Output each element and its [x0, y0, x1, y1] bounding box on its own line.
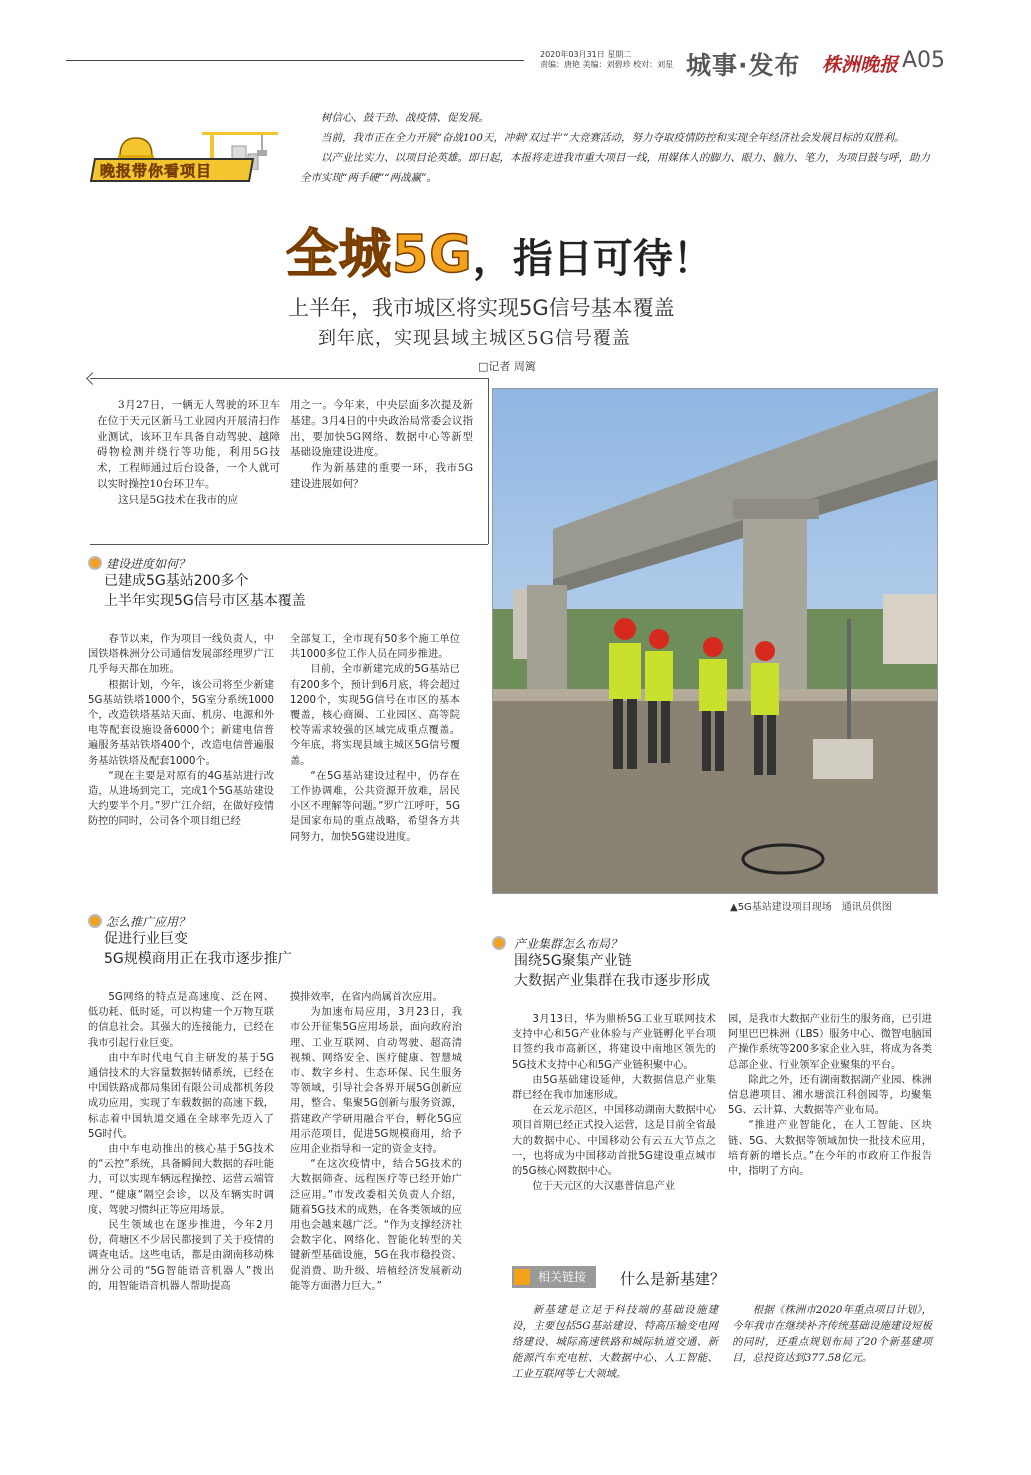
section3-title-2: 大数据产业集群在我市逐步形成: [514, 973, 710, 989]
subheadline-1: 上半年，我市城区将实现5G信号基本覆盖: [288, 296, 675, 320]
intro-paragraph: 以产业比实力、以项目论英雄。即日起，本报将走进我市重大项目一线，用媒体人的脚力、眼力、脑力、笔力，为项目鼓与呼，助力全市实现“两手硬”“两战赢”。: [300, 152, 930, 184]
byline: □记者 周篱: [478, 360, 536, 373]
paper-logo: 株洲晚报: [822, 54, 899, 76]
section2-title-1: 促进行业巨变: [104, 931, 188, 947]
body-paragraph: 3月13日，华为鼎桥5G工业互联网技术支持中心和5G产业体验与产业链孵化平台项目签约我市高新区，将建设中南地区领先的5G技术支持中心和5G产业链积聚中心。: [512, 1014, 716, 1071]
lead-paragraph: 3月27日，一辆无人驾驶的环卫车在位于天元区新马工业园内开展清扫作业测试，该环卫车具备自动驾驶、越障碍物检测并绕行等功能，利用5G技术，工程师通过后台设备，一个人就可以实时操控10台环卫车。: [97, 399, 280, 490]
page-number: A05: [902, 48, 946, 73]
section2-title-2: 5G规模商用正在我市逐步推广: [104, 951, 292, 967]
intro-paragraph: 树信心、鼓干劲、战疫情、促发展。: [321, 112, 489, 124]
related-paragraph: 新基建是立足于科技端的基础设施建设，主要包括5G基站建设、特高压输变电网络建设、城际高速铁路和城际轨道交通、新能源汽车充电桩、大数据中心、人工智能、工业互联网等七大领域。: [512, 1304, 718, 1380]
section2-column-1: [88, 990, 274, 1294]
section2-column-2: [290, 990, 462, 1294]
main-headline: [286, 212, 713, 287]
column-badge: [92, 120, 282, 186]
body-paragraph: 在云龙示范区，中国移动湖南大数据中心项目首期已经正式投入运营，这是目前全省最大的数据中心、中国移动公有云五大节点之一，也将成为中国移动首批5G建设重点城市的5G核心网数据中心。: [512, 1105, 716, 1178]
body-paragraph: 摸排效率，在省内尚属首次应用。: [290, 992, 443, 1003]
section3-title-1: 围绕5G聚集产业链: [514, 953, 632, 969]
body-paragraph: 根据计划，今年，该公司将至少新建5G基站铁塔1000个，5G室分系统1000个，改造铁塔基站天面、机房、电源和外电等配套设施设备6000个；新建电信普遍服务基站铁塔400个，改造电信普遍服务基站铁塔及配套1000个。: [88, 679, 274, 767]
related-column-1: [512, 1302, 718, 1382]
body-paragraph: 由中车电动推出的核心基于5G技术的“云控”系统，具备瞬间大数据的吞吐能力，可以实现车辆远程操控、运营云端管理、“健康”隔空会诊，以及车辆实时调度、驾驶习惯纠正等应用场景。: [88, 1144, 274, 1216]
editors-line: 责编：唐艳 美编：刘碧珍 校对：刘星: [540, 60, 674, 69]
body-paragraph: 园，是我市大数据产业衍生的服务商，已引进阿里巴巴株洲（LBS）服务中心、微智电脑国产操作系统等200多家企业入驻，将成为各类总部企业、行业领军企业聚集的平台。: [728, 1014, 932, 1071]
body-paragraph: 由5G基础建设延伸，大数据信息产业集群已经在我市加速形成。: [512, 1074, 716, 1102]
section3-question: 产业集群怎么布局？: [514, 937, 623, 951]
related-column-2: [732, 1302, 932, 1366]
construction-photo: [492, 388, 938, 894]
body-paragraph: 为加速布局应用，3月23日，我市公开征集5G应用场景，面向政府治理、工业互联网、自动驾驶、超高清视频、网络安全、医疗健康、智慧城市、数字乡村、生态环保、民生服务等领域，引导社会各界开展5G创新应用，整合、集聚5G创新与服务资源，搭建政产学研用融合平台，孵化5G应用示范项目，促进5G规模商用，给予应用企业指导和一定的资金支持。: [290, 1007, 462, 1156]
intro-paragraph: 当前，我市正在全力开展“奋战100天，冲刺‘双过半’”大竞赛活动，努力夺取疫情防控和实现全年经济社会发展目标的双胜利。: [321, 132, 905, 144]
masthead-meta: [540, 50, 680, 70]
section-name: 城事·发布: [686, 51, 801, 80]
section3-column-2: [728, 1012, 932, 1179]
lead-paragraph: 这只是5G技术在我市的应: [118, 493, 239, 506]
headline-rest: ，指日可待！: [472, 236, 713, 282]
body-paragraph: 全部复工，全市现有50多个施工单位共1000多位工作人员在同步推进。: [290, 634, 460, 661]
helmet-icon: [118, 134, 154, 160]
section1-column-1: [88, 632, 274, 830]
photo-illustration: [493, 389, 938, 894]
body-paragraph: 民生领域也在逐步推进，今年2月份，荷塘区不少居民都接到了关于疫情的调查电话。这些电话，都是由湖南移动株洲分公司的“5G智能语音机器人”拨出的，用智能语音机器人帮助提高: [88, 1220, 274, 1292]
lead-column-1: [97, 398, 280, 509]
lead-box-top-rule: [90, 378, 488, 379]
lead-box-bottom-rule: [90, 544, 488, 545]
lead-box-right-rule: [488, 378, 489, 544]
headline-big: 全城5G: [286, 225, 473, 285]
arrow-down-right-icon: [514, 1269, 530, 1285]
subheadline-2: 到年底，实现县域主城区5G信号覆盖: [318, 328, 631, 349]
badge-text: 晚报带你看项目: [100, 162, 213, 180]
related-paragraph: 根据《株洲市2020年重点项目计划》，今年我市在继续补齐传统基础设施建设短板的同时，还重点规划布局了20个新基建项目，总投资达到377.58亿元。: [732, 1304, 932, 1364]
photo-caption: ▲5G基站建设项目现场 通讯员供图: [730, 902, 892, 913]
section1-title-2: 上半年实现5G信号市区基本覆盖: [104, 593, 306, 609]
section1-title-1: 已建成5G基站200多个: [104, 573, 249, 589]
header-rule: [66, 60, 524, 61]
body-paragraph: “现在主要是对原有的4G基站进行改造，从进场到完工，完成1个5G基站建设大约要半个月。”罗广江介绍，在做好疫情防控的同时，公司各个项目组已经: [88, 770, 274, 828]
section-bullet-icon: [492, 936, 506, 950]
section1-question: 建设进度如何？: [106, 557, 191, 571]
lead-column-2: [290, 398, 473, 493]
section3-column-1: [512, 1012, 716, 1194]
section1-column-2: [290, 632, 460, 845]
lead-paragraph: 用之一。今年来，中央层面多次提及新基建。3月4日的中央政治局常委会议指出，要加快5G网络、数据中心等新型基础设施建设进度。: [290, 399, 473, 459]
arrow-left-icon: [86, 372, 99, 385]
body-paragraph: 由中车时代电气自主研发的基于5G通信技术的大容量数据转储系统，已经在中国铁路成都局集团有限公司成都机务段成功应用，实现了车载数据的高速下载，标志着中国轨道交通在全球率先迈入了5G时代。: [88, 1052, 274, 1140]
section-bullet-icon: [88, 556, 102, 570]
body-paragraph: “在这次疫情中，结合5G技术的大数据筛查、远程医疗等已经开始广泛应用。”市发改委相关负责人介绍，随着5G技术的成熟，在各类领域的应用也会越来越广泛。“作为支撑经济社会数字化、网络化、智能化转型的关键新型基础设施，5G在我市稳投资、促消费、助升级、培植经济发展新动能等方面潜力巨大。”: [290, 1159, 462, 1292]
related-link-tag: 相关链接: [512, 1266, 596, 1288]
body-paragraph: 春节以来，作为项目一线负责人，中国铁塔株洲分公司通信发展部经理罗广江几乎每天都在加班。: [88, 634, 274, 676]
body-paragraph: “在5G基站建设过程中，仍存在工作协调难，公共资源开放难，居民小区不理解等问题。”罗广江呼吁，5G是国家布局的重点战略，希望各方共同努力，加快5G建设进度。: [290, 770, 460, 843]
lead-paragraph: 作为新基建的重要一环，我市5G建设进展如何？: [290, 462, 473, 490]
section2-question: 怎么推广应用？: [106, 915, 191, 929]
body-paragraph: 位于天元区的大汉惠普信息产业: [532, 1181, 676, 1193]
section-bullet-icon: [88, 914, 102, 928]
related-title: 什么是新基建？: [620, 1270, 726, 1288]
date-line: 2020年03月31日 星期二: [540, 50, 632, 59]
body-paragraph: “推进产业智能化，在人工智能、区块链、5G、大数据等领域加快一批技术应用，培育新的增长点。”在今年的市政府工作报告中，指明了方向。: [728, 1120, 932, 1178]
body-paragraph: 除此之外，还有湖南数据湖产业园、株洲信息港项目、湘水塘滨江科创园等，均聚集5G、云计算、大数据等产业布局。: [728, 1074, 932, 1117]
body-paragraph: 5G网络的特点是高速度、泛在网、低功耗、低时延，可以构建一个万物互联的信息社会。其强大的连接能力，已经在我市引起行业巨变。: [88, 992, 274, 1049]
body-paragraph: 目前，全市新建完成的5G基站已有200多个，预计到6月底，将会超过1200个，实现5G信号在市区的基本覆盖，核心商圈、工业园区、高等院校等需求较强的区域完成重点覆盖。今年底，将实现县域主城区5G信号覆盖。: [290, 664, 460, 767]
intro-text: [300, 108, 930, 188]
